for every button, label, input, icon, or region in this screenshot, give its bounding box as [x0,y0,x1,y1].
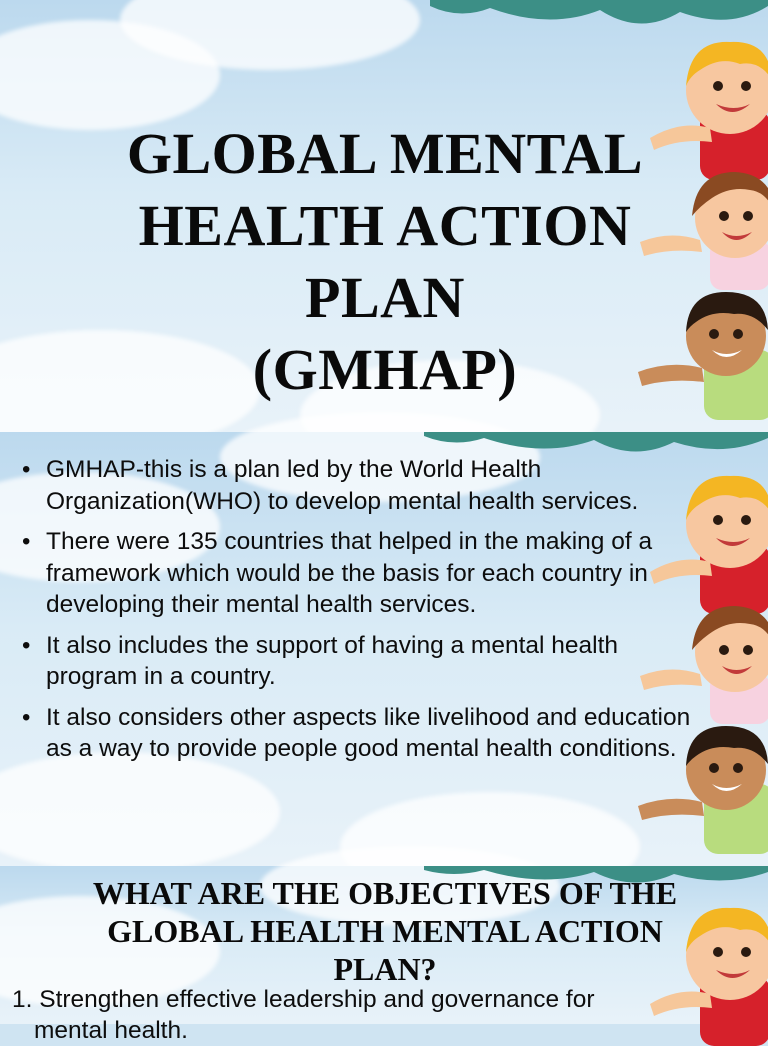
heading-line: PLAN? [333,951,437,987]
bullet-item: • GMHAP-this is a plan led by the World Health Organization(WHO) to develop mental health services. [22,454,712,517]
objectives-list [12,984,712,1046]
slide-objectives [0,866,768,1044]
objective-item: mental health. [34,1017,188,1044]
heading-line: WHAT ARE THE OBJECTIVES OF THE [92,875,678,911]
bullet-item: • It also considers other aspects like livelihood and education as a way to provide people good mental health conditions. [22,702,712,765]
title-line: GLOBAL MENTAL [126,121,644,186]
title-line: HEALTH ACTION [138,193,632,258]
bullet-list [22,454,712,774]
bullet-item: • There were 135 countries that helped in the making of a framework which would be the basis for each country in developing their mental health services. [22,526,712,621]
heading-line: GLOBAL HEALTH MENTAL ACTION [107,913,663,949]
objectives-heading [40,874,730,988]
slide-title [0,0,768,432]
slide-bullets [0,432,768,866]
title-line: PLAN [305,265,465,330]
title-line: (GMHAP) [252,337,518,402]
slide-title-heading [40,118,730,406]
objective-item: 1. Strengthen effective leadership and governance for [12,986,595,1013]
bullet-item: • It also includes the support of having a mental health program in a country. [22,630,712,693]
